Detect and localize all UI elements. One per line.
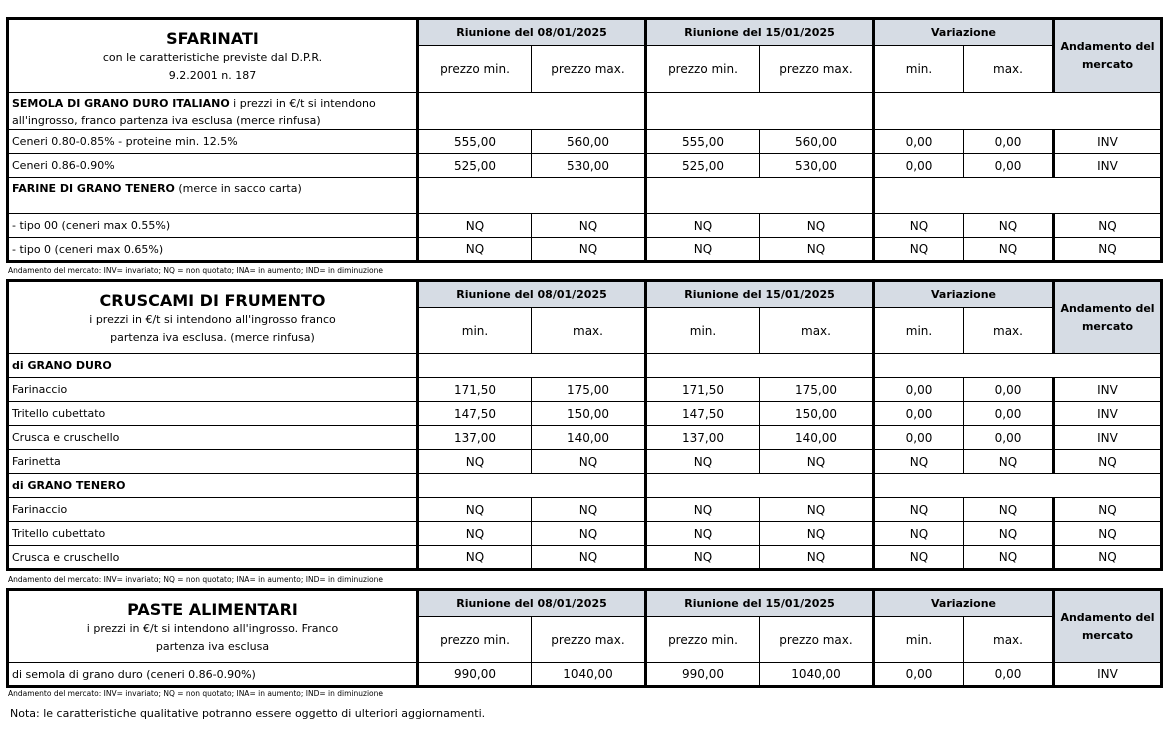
price-cell: 530,00 bbox=[760, 154, 874, 178]
variation-cell: NQ bbox=[874, 546, 964, 570]
variation-cell: NQ bbox=[874, 498, 964, 522]
variation-cell: NQ bbox=[874, 238, 964, 262]
product-label: Farinaccio bbox=[8, 498, 418, 522]
col-price-max: prezzo max. bbox=[760, 617, 874, 663]
price-cell: 137,00 bbox=[646, 426, 760, 450]
price-cell: NQ bbox=[760, 238, 874, 262]
price-cell: 1040,00 bbox=[532, 663, 646, 687]
price-cell: 1040,00 bbox=[760, 663, 874, 687]
price-cell: 560,00 bbox=[760, 130, 874, 154]
table-row bbox=[8, 663, 1162, 687]
variation-cell: 0,00 bbox=[874, 402, 964, 426]
product-label: Crusca e cruschello bbox=[8, 426, 418, 450]
trend-cell: INV bbox=[1054, 663, 1162, 687]
price-cell: NQ bbox=[532, 238, 646, 262]
cruscami-table bbox=[6, 279, 1163, 571]
col-var-min: min. bbox=[874, 46, 964, 93]
price-cell: NQ bbox=[418, 546, 532, 570]
col-var-max: max. bbox=[964, 46, 1054, 93]
col-var-max: max. bbox=[964, 617, 1054, 663]
variation-cell: NQ bbox=[964, 546, 1054, 570]
price-cell: 990,00 bbox=[418, 663, 532, 687]
price-cell: NQ bbox=[418, 238, 532, 262]
category-description: i prezzi in €/t si intendono all'ingrosso, franco partenza iva esclusa (merce rinfusa) bbox=[12, 97, 376, 127]
section-title: PASTE ALIMENTARI bbox=[127, 599, 298, 619]
price-cell: 147,50 bbox=[418, 402, 532, 426]
variation-cell: NQ bbox=[874, 450, 964, 474]
price-cell: 150,00 bbox=[532, 402, 646, 426]
product-label: Farinetta bbox=[8, 450, 418, 474]
variation-cell: NQ bbox=[964, 238, 1054, 262]
trend-cell: INV bbox=[1054, 402, 1162, 426]
col-price-min: prezzo min. bbox=[418, 46, 532, 93]
market-trend-header: Andamento del mercato bbox=[1054, 19, 1162, 93]
section-sfarinati bbox=[6, 17, 1160, 263]
section-header bbox=[8, 19, 418, 93]
variation-cell: 0,00 bbox=[874, 378, 964, 402]
section-subtitle: partenza iva esclusa bbox=[155, 639, 270, 653]
variation-cell: NQ bbox=[874, 214, 964, 238]
price-cell: NQ bbox=[760, 498, 874, 522]
trend-cell: NQ bbox=[1054, 214, 1162, 238]
col-price-max: max. bbox=[760, 308, 874, 354]
price-cell: NQ bbox=[646, 450, 760, 474]
section-title: SFARINATI bbox=[166, 29, 259, 48]
section-title: CRUSCAMI DI FRUMENTO bbox=[99, 290, 326, 310]
col-price-min: prezzo min. bbox=[418, 617, 532, 663]
col-price-max: max. bbox=[532, 308, 646, 354]
price-cell: NQ bbox=[646, 214, 760, 238]
variation-cell: 0,00 bbox=[874, 154, 964, 178]
meeting-header: Riunione del 08/01/2025 bbox=[418, 19, 646, 46]
market-legend: Andamento del mercato: INV= invariato; NQ = non quotato; INA= in aumento; IND= in diminuzione bbox=[8, 266, 383, 275]
section-header bbox=[8, 281, 418, 354]
table-row bbox=[8, 450, 1162, 474]
table-row bbox=[8, 154, 1162, 178]
paste-table bbox=[6, 588, 1163, 688]
price-cell: 147,50 bbox=[646, 402, 760, 426]
category-row bbox=[8, 93, 418, 130]
product-label: Farinaccio bbox=[8, 378, 418, 402]
table-row bbox=[8, 546, 1162, 570]
market-legend: Andamento del mercato: INV= invariato; NQ = non quotato; INA= in aumento; IND= in diminuzione bbox=[8, 575, 383, 584]
price-cell: 530,00 bbox=[532, 154, 646, 178]
price-cell: 175,00 bbox=[760, 378, 874, 402]
price-cell: 525,00 bbox=[646, 154, 760, 178]
footnote: Nota: le caratteristiche qualitative potranno essere oggetto di ulteriori aggiornamenti. bbox=[10, 707, 486, 720]
sfarinati-table bbox=[6, 17, 1163, 263]
table-row bbox=[8, 498, 1162, 522]
price-cell: NQ bbox=[646, 498, 760, 522]
variation-cell: NQ bbox=[964, 498, 1054, 522]
market-trend-header: Andamento del mercato bbox=[1054, 281, 1162, 354]
trend-cell: NQ bbox=[1054, 522, 1162, 546]
col-price-min: min. bbox=[418, 308, 532, 354]
trend-cell: INV bbox=[1054, 154, 1162, 178]
trend-cell: NQ bbox=[1054, 546, 1162, 570]
price-cell: NQ bbox=[532, 546, 646, 570]
price-cell: NQ bbox=[646, 522, 760, 546]
price-cell: NQ bbox=[418, 498, 532, 522]
price-cell: NQ bbox=[760, 214, 874, 238]
section-subtitle: i prezzi in €/t si intendono all'ingrosso. Franco bbox=[86, 621, 339, 635]
price-cell: 150,00 bbox=[760, 402, 874, 426]
category-title: di GRANO DURO bbox=[8, 354, 418, 378]
price-cell: NQ bbox=[760, 546, 874, 570]
table-row bbox=[8, 214, 1162, 238]
col-var-min: min. bbox=[874, 617, 964, 663]
section-subtitle: partenza iva esclusa. (merce rinfusa) bbox=[110, 330, 315, 344]
price-cell: 140,00 bbox=[532, 426, 646, 450]
meeting-header: Riunione del 15/01/2025 bbox=[646, 19, 874, 46]
variation-cell: 0,00 bbox=[964, 663, 1054, 687]
variation-cell: 0,00 bbox=[874, 663, 964, 687]
variation-cell: NQ bbox=[874, 522, 964, 546]
meeting-header: Riunione del 15/01/2025 bbox=[646, 590, 874, 617]
price-cell: NQ bbox=[532, 522, 646, 546]
variation-cell: 0,00 bbox=[964, 378, 1054, 402]
trend-cell: NQ bbox=[1054, 498, 1162, 522]
category-title: di GRANO TENERO bbox=[8, 474, 418, 498]
variation-cell: 0,00 bbox=[964, 402, 1054, 426]
product-label: - tipo 0 (ceneri max 0.65%) bbox=[8, 238, 418, 262]
trend-cell: INV bbox=[1054, 426, 1162, 450]
product-label: Ceneri 0.86-0.90% bbox=[8, 154, 418, 178]
section-cruscami bbox=[6, 279, 1160, 571]
price-cell: 137,00 bbox=[418, 426, 532, 450]
market-legend: Andamento del mercato: INV= invariato; NQ = non quotato; INA= in aumento; IND= in diminuzione bbox=[8, 689, 383, 698]
table-row bbox=[8, 402, 1162, 426]
variation-cell: 0,00 bbox=[964, 154, 1054, 178]
trend-cell: INV bbox=[1054, 130, 1162, 154]
variation-cell: NQ bbox=[964, 450, 1054, 474]
trend-cell: NQ bbox=[1054, 450, 1162, 474]
price-cell: NQ bbox=[532, 498, 646, 522]
price-cell: NQ bbox=[646, 546, 760, 570]
variation-header: Variazione bbox=[874, 281, 1054, 308]
price-cell: 555,00 bbox=[418, 130, 532, 154]
price-cell: 525,00 bbox=[418, 154, 532, 178]
variation-header: Variazione bbox=[874, 590, 1054, 617]
price-cell: NQ bbox=[532, 214, 646, 238]
table-row bbox=[8, 130, 1162, 154]
price-cell: NQ bbox=[418, 450, 532, 474]
col-price-min: prezzo min. bbox=[646, 617, 760, 663]
product-label: di semola di grano duro (ceneri 0.86-0.90%) bbox=[8, 663, 418, 687]
trend-cell: NQ bbox=[1054, 238, 1162, 262]
table-row bbox=[8, 522, 1162, 546]
category-title: SEMOLA DI GRANO DURO ITALIANO bbox=[12, 97, 230, 110]
category-row bbox=[8, 178, 418, 214]
variation-cell: NQ bbox=[964, 522, 1054, 546]
section-subtitle: con le caratteristiche previste dal D.P.R. bbox=[102, 51, 323, 64]
section-paste-alimentari bbox=[6, 588, 1160, 688]
price-cell: NQ bbox=[646, 238, 760, 262]
category-title: FARINE DI GRANO TENERO bbox=[12, 182, 175, 195]
variation-header: Variazione bbox=[874, 19, 1054, 46]
col-var-min: min. bbox=[874, 308, 964, 354]
price-cell: NQ bbox=[418, 522, 532, 546]
col-price-max: prezzo max. bbox=[532, 617, 646, 663]
variation-cell: 0,00 bbox=[874, 130, 964, 154]
variation-cell: 0,00 bbox=[964, 426, 1054, 450]
col-price-max: prezzo max. bbox=[760, 46, 874, 93]
variation-cell: NQ bbox=[964, 214, 1054, 238]
category-description: (merce in sacco carta) bbox=[174, 182, 302, 195]
col-price-min: min. bbox=[646, 308, 760, 354]
price-cell: 555,00 bbox=[646, 130, 760, 154]
price-cell: NQ bbox=[760, 522, 874, 546]
meeting-header: Riunione del 08/01/2025 bbox=[418, 590, 646, 617]
section-subtitle: i prezzi in €/t si intendono all'ingrosso franco bbox=[89, 312, 336, 326]
product-label: Tritello cubettato bbox=[8, 522, 418, 546]
price-cell: 560,00 bbox=[532, 130, 646, 154]
price-cell: 990,00 bbox=[646, 663, 760, 687]
product-label: Crusca e cruschello bbox=[8, 546, 418, 570]
variation-cell: 0,00 bbox=[964, 130, 1054, 154]
table-row bbox=[8, 378, 1162, 402]
section-subtitle: 9.2.2001 n. 187 bbox=[168, 69, 257, 82]
col-price-min: prezzo min. bbox=[646, 46, 760, 93]
price-cell: 171,50 bbox=[646, 378, 760, 402]
price-cell: NQ bbox=[760, 450, 874, 474]
meeting-header: Riunione del 08/01/2025 bbox=[418, 281, 646, 308]
product-label: Ceneri 0.80-0.85% - proteine min. 12.5% bbox=[8, 130, 418, 154]
table-row bbox=[8, 238, 1162, 262]
price-cell: NQ bbox=[532, 450, 646, 474]
market-trend-header: Andamento del mercato bbox=[1054, 590, 1162, 663]
table-row bbox=[8, 426, 1162, 450]
section-header bbox=[8, 590, 418, 663]
product-label: - tipo 00 (ceneri max 0.55%) bbox=[8, 214, 418, 238]
col-var-max: max. bbox=[964, 308, 1054, 354]
price-cell: 171,50 bbox=[418, 378, 532, 402]
product-label: Tritello cubettato bbox=[8, 402, 418, 426]
price-cell: 140,00 bbox=[760, 426, 874, 450]
meeting-header: Riunione del 15/01/2025 bbox=[646, 281, 874, 308]
col-price-max: prezzo max. bbox=[532, 46, 646, 93]
price-cell: NQ bbox=[418, 214, 532, 238]
trend-cell: INV bbox=[1054, 378, 1162, 402]
price-cell: 175,00 bbox=[532, 378, 646, 402]
variation-cell: 0,00 bbox=[874, 426, 964, 450]
